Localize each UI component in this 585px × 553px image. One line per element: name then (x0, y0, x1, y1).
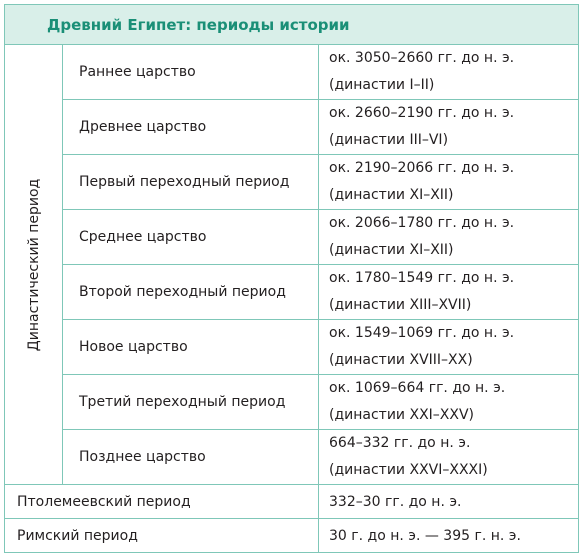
period-dynasties: (династии XVIII–XX) (329, 352, 473, 368)
period-dynasties: (династии XIII–XVII) (329, 297, 472, 313)
period-date-range: ок. 3050–2660 гг. до н. э. (329, 50, 515, 66)
table-row (5, 375, 579, 430)
period-date: 332–30 гг. до н. э. (319, 485, 579, 519)
period-date (319, 430, 579, 485)
period-name: Позднее царство (63, 430, 319, 485)
table-row (5, 519, 579, 553)
dynastic-period-label: Династический период (25, 178, 42, 351)
period-date-range: ок. 1780–1549 гг. до н. э. (329, 270, 515, 286)
period-date (319, 375, 579, 430)
period-date (319, 155, 579, 210)
table-title-row (5, 5, 579, 45)
period-name: Римский период (5, 519, 319, 553)
period-name: Древнее царство (63, 100, 319, 155)
period-dynasties: (династии XXVI–XXXI) (329, 462, 488, 478)
period-date (319, 265, 579, 320)
period-dynasties: (династии XI–XII) (329, 242, 454, 258)
period-date-range: ок. 1069–664 гг. до н. э. (329, 380, 506, 396)
period-dynasties: (династии III–VI) (329, 132, 449, 148)
period-dynasties: (династии XXI–XXV) (329, 407, 475, 423)
period-name: Второй переходный период (63, 265, 319, 320)
table-row (5, 430, 579, 485)
table-row (5, 210, 579, 265)
egypt-periods-table (4, 4, 579, 553)
period-name: Птолемеевский период (5, 485, 319, 519)
period-name: Первый переходный период (63, 155, 319, 210)
table-row (5, 485, 579, 519)
period-name: Раннее царство (63, 45, 319, 100)
period-dynasties: (династии I–II) (329, 77, 435, 93)
period-name: Среднее царство (63, 210, 319, 265)
period-dynasties: (династии XI–XII) (329, 187, 454, 203)
period-date (319, 45, 579, 100)
period-name: Третий переходный период (63, 375, 319, 430)
dynastic-period-cell (5, 45, 63, 485)
table-title: Древний Египет: периоды истории (5, 5, 579, 45)
period-date-range: 664–332 гг. до н. э. (329, 435, 471, 451)
period-date-range: ок. 2190–2066 гг. до н. э. (329, 160, 515, 176)
period-date: 30 г. до н. э. — 395 г. н. э. (319, 519, 579, 553)
period-date (319, 210, 579, 265)
table-row (5, 320, 579, 375)
period-date-range: ок. 2066–1780 гг. до н. э. (329, 215, 515, 231)
table-row (5, 45, 579, 100)
table-row (5, 100, 579, 155)
period-date (319, 100, 579, 155)
period-date (319, 320, 579, 375)
period-name: Новое царство (63, 320, 319, 375)
period-date-range: ок. 2660–2190 гг. до н. э. (329, 105, 515, 121)
table-row (5, 265, 579, 320)
table-row (5, 155, 579, 210)
history-table-container (4, 4, 578, 553)
period-date-range: ок. 1549–1069 гг. до н. э. (329, 325, 515, 341)
